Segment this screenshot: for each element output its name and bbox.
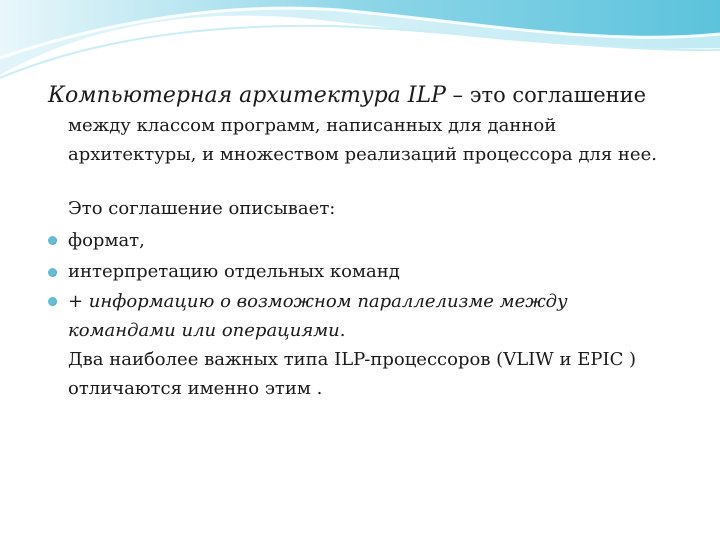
bullet-dot (48, 297, 57, 306)
describes-line (68, 194, 708, 223)
bullet-item-2 (68, 257, 708, 286)
title-lead: Компьютерная архитектура ILP (48, 83, 446, 108)
bullet-item-3 (68, 287, 708, 403)
header-swoosh-decoration (0, 0, 720, 90)
intro-paragraph (68, 111, 708, 169)
bullet-dot (48, 268, 57, 277)
intro-line-1: между классом программ, написанных для данной (68, 115, 557, 136)
bullet-item-1 (68, 226, 708, 255)
describes-text: Это соглашение описывает: (68, 198, 336, 219)
intro-line-2: архитектуры, и множеством реализаций процессора для нее. (68, 144, 657, 165)
bullet-text-continued: командами или операциями. (68, 320, 346, 341)
slide-title (48, 80, 646, 111)
title-rest: – это соглашение (445, 83, 647, 107)
bullet-dot (48, 236, 57, 245)
closing-line-2: отличаются именно этим . (68, 378, 323, 399)
bullet-text: интерпретацию отдельных команд (68, 261, 400, 282)
closing-line-1: Два наиболее важных типа ILP-процессоров (VLIW и EPIC ) (68, 349, 637, 370)
bullet-text: + информацию о возможном параллелизме между (68, 291, 568, 312)
bullet-text: формат, (68, 230, 145, 251)
